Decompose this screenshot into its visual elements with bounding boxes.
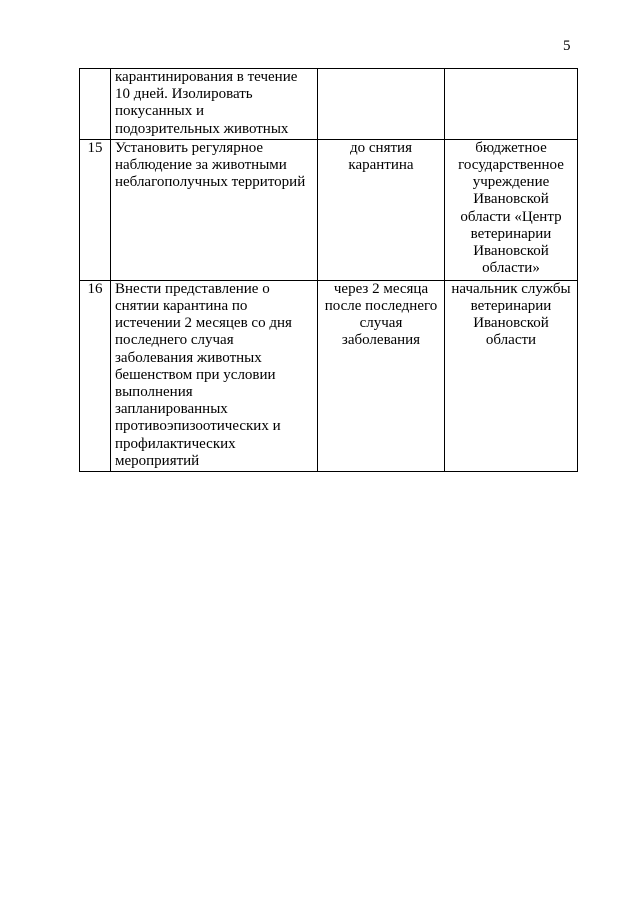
action-line: покусанных и (115, 103, 205, 120)
action-line: снятии карантина по (115, 298, 248, 315)
responsible-line: учреждение (472, 174, 550, 191)
action-line: запланированных (115, 401, 228, 418)
deadline-cell (318, 139, 445, 280)
action-line: бешенством при условии (115, 366, 276, 383)
table-row (80, 280, 578, 471)
deadline-line: заболевания (341, 332, 421, 349)
action-cell (111, 69, 318, 140)
responsible-cell (445, 139, 578, 280)
action-line: наблюдение за животными (115, 157, 287, 174)
action-line: заболевания животных (115, 349, 262, 366)
action-line: Внести представление о (115, 280, 270, 297)
responsible-line: области» (482, 260, 540, 277)
responsible-line: ветеринарии (470, 225, 552, 242)
deadline-cell (318, 69, 445, 140)
action-line: неблагополучных территорий (115, 174, 306, 191)
action-line: Установить регулярное (115, 139, 264, 156)
responsible-cell (445, 280, 578, 471)
action-line: выполнения (115, 384, 193, 401)
action-line: подозрительных животных (115, 120, 289, 137)
action-cell (111, 280, 318, 471)
row-number-cell (80, 69, 111, 140)
responsible-line: бюджетное (475, 139, 547, 156)
action-line: противоэпизоотических и (115, 418, 281, 435)
action-cell (111, 139, 318, 280)
responsible-line: Ивановской (473, 243, 549, 260)
measures-table (79, 68, 578, 472)
responsible-line: области «Центр (460, 208, 562, 225)
row-number-cell: 15 (80, 139, 111, 280)
table-row (80, 139, 578, 280)
measures-table-body (80, 69, 578, 472)
responsible-cell (445, 69, 578, 140)
deadline-line: после последнего (324, 298, 438, 315)
action-line: карантинирования в течение (115, 69, 298, 85)
action-line: мероприятий (115, 452, 200, 469)
deadline-line: случая (359, 315, 403, 332)
action-line: истечении 2 месяцев со дня (115, 315, 292, 332)
row-number-cell: 16 (80, 280, 111, 471)
responsible-line: Ивановской (473, 315, 549, 332)
deadline-line: карантина (348, 157, 414, 174)
deadline-line: через 2 месяца (333, 280, 429, 297)
responsible-line: государственное (458, 157, 564, 174)
responsible-line: Ивановской (473, 191, 549, 208)
action-line: 10 дней. Изолировать (115, 86, 253, 103)
action-line: последнего случая (115, 332, 234, 349)
deadline-cell (318, 280, 445, 471)
responsible-line: начальник службы (451, 280, 571, 297)
responsible-line: области (485, 332, 537, 349)
table-row (80, 69, 578, 140)
action-line: профилактических (115, 435, 236, 452)
deadline-line: до снятия (350, 139, 412, 156)
page-number: 5 (563, 38, 571, 54)
responsible-line: ветеринарии (470, 298, 552, 315)
